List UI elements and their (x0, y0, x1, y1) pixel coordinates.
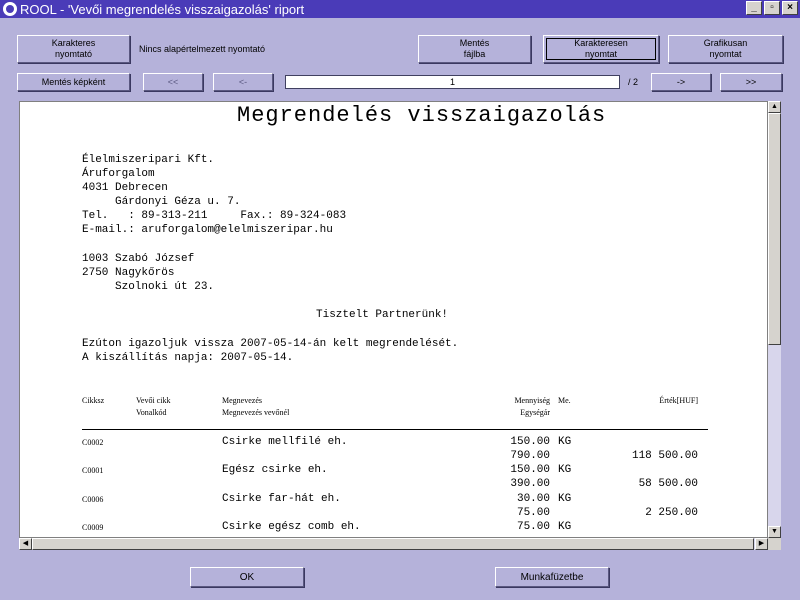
row-price: 790.00 (510, 450, 550, 462)
scroll-left-icon[interactable]: ◀ (19, 538, 32, 550)
row-unit: KG (558, 521, 572, 533)
header-name: Megnevezés (222, 396, 262, 405)
minimize-button[interactable]: _ (746, 1, 762, 15)
body-line: Ezúton igazoljuk vissza 2007-05-14-án kelt megrendelését. (82, 338, 459, 350)
scroll-up-icon[interactable]: ▲ (768, 101, 781, 113)
company-line: Élelmiszeripari Kft. (82, 154, 215, 166)
row-name: Csirke mellfilé eh. (222, 436, 348, 448)
row-qty: 30.00 (516, 493, 550, 505)
page-number-field[interactable]: 1 (285, 75, 620, 89)
horizontal-scroll-thumb[interactable] (32, 538, 754, 550)
prev-page-button[interactable]: <- (213, 73, 273, 91)
printer-status-label: Nincs alapértelmezett nyomtató (139, 44, 266, 54)
maximize-button[interactable]: ▫ (764, 1, 780, 15)
close-button[interactable]: × (782, 1, 798, 15)
window-title: ROOL - 'Vevői megrendelés visszaigazolás' riport (20, 1, 305, 17)
customer-line: 2750 Nagykőrös (82, 267, 175, 279)
char-printer-button[interactable]: Karakteres nyomtató (17, 35, 130, 63)
workbook-button[interactable]: Munkafüzetbe (495, 567, 609, 587)
row-unit: KG (558, 464, 572, 476)
scroll-right-icon[interactable]: ▶ (755, 538, 768, 550)
header-code: Cikksz (82, 396, 105, 405)
header-value: Érték[HUF] (659, 396, 698, 405)
save-as-image-button[interactable]: Mentés képként (17, 73, 130, 91)
report-view (19, 101, 768, 538)
company-line: Tel. : 89-313-211 Fax.: 89-324-083 (82, 210, 347, 222)
header-barcode: Vonalkód (136, 408, 167, 417)
customer-line: Szolnoki út 23. (82, 281, 215, 293)
graphic-print-button[interactable]: Grafikusan nyomtat (668, 35, 783, 63)
company-line: Áruforgalom (82, 168, 155, 180)
body-line: A kiszállítás napja: 2007-05-14. (82, 352, 294, 364)
row-price: 390.00 (510, 478, 550, 490)
row-code: C0001 (82, 466, 104, 475)
row-unit: KG (558, 436, 572, 448)
window-controls (746, 1, 798, 15)
next-page-button[interactable]: -> (651, 73, 711, 91)
first-page-button[interactable]: << (143, 73, 203, 91)
vertical-scroll-thumb[interactable] (768, 113, 781, 345)
horizontal-scrollbar[interactable] (19, 538, 768, 550)
app-icon (3, 2, 17, 16)
row-qty: 75.00 (516, 521, 550, 533)
company-line: 4031 Debrecen (82, 182, 168, 194)
header-buyer-name: Megnevezés vevőnél (222, 408, 290, 417)
row-code: C0009 (82, 523, 104, 532)
row-unit: KG (558, 493, 572, 505)
row-qty: 150.00 (510, 436, 550, 448)
company-line: Gárdonyi Géza u. 7. (82, 196, 241, 208)
row-value: 58 500.00 (638, 478, 698, 490)
row-code: C0002 (82, 438, 104, 447)
row-qty: 150.00 (510, 464, 550, 476)
header-unit: Me. (558, 396, 571, 405)
row-name: Csirke far-hát eh. (222, 493, 341, 505)
header-unit-price: Egységár (520, 408, 550, 417)
greeting: Tisztelt Partnerünk! (316, 309, 449, 321)
row-name: Egész csirke eh. (222, 464, 328, 476)
row-value: 2 250.00 (645, 507, 698, 519)
company-line: E-mail.: aruforgalom@elelmiszeripar.hu (82, 224, 333, 236)
row-value: 118 500.00 (631, 450, 698, 462)
last-page-button[interactable]: >> (720, 73, 782, 91)
title-bar (0, 0, 800, 18)
header-qty: Mennyiség (514, 396, 550, 405)
row-code: C0006 (82, 495, 104, 504)
row-price: 75.00 (516, 507, 550, 519)
scroll-corner (768, 538, 781, 550)
header-buyer-code: Vevői cikk (136, 396, 171, 405)
scroll-down-icon[interactable]: ▼ (768, 526, 781, 538)
char-print-button[interactable]: Karakteresen nyomtat (543, 35, 659, 63)
customer-line: 1003 Szabó József (82, 253, 195, 265)
report-title: Megrendelés visszaigazolás (237, 103, 607, 128)
row-name: Csirke egész comb eh. (222, 521, 361, 533)
header-divider (82, 429, 708, 430)
vertical-scrollbar[interactable] (768, 101, 781, 538)
ok-button[interactable]: OK (190, 567, 304, 587)
page-total-label: / 2 (628, 77, 639, 87)
save-to-file-button[interactable]: Mentés fájlba (418, 35, 531, 63)
